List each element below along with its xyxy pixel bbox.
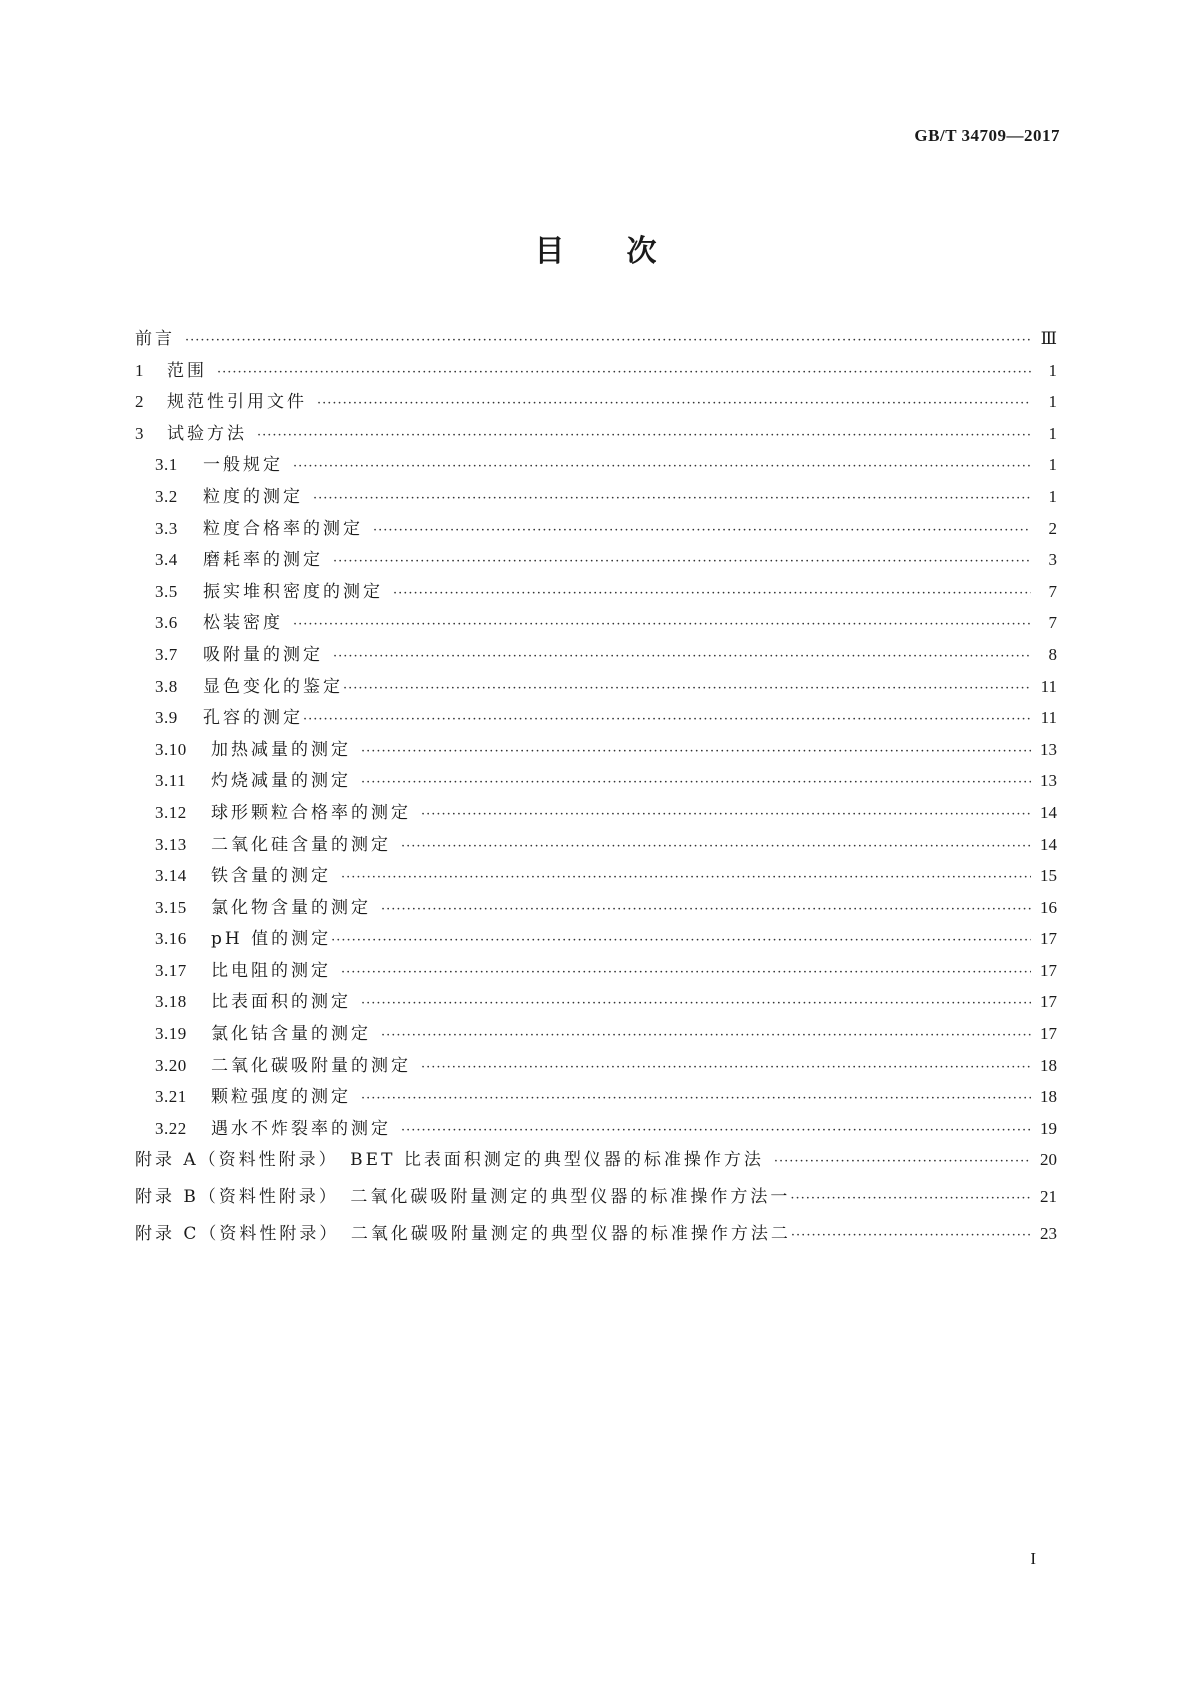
toc-entry-text: 前言: [135, 329, 175, 349]
toc-entry-number: 3.15: [155, 897, 187, 917]
toc-entry-text: 吸附量的测定: [203, 644, 323, 665]
toc-entry-3-22[interactable]: [135, 1114, 1057, 1146]
dot-leader: [185, 333, 1031, 348]
toc-entry-3-8[interactable]: [135, 672, 1057, 704]
dot-leader: [341, 965, 1031, 980]
toc-entry-text: 球形颗粒合格率的测定: [211, 802, 411, 823]
dot-leader: [361, 744, 1031, 759]
dot-leader: [361, 775, 1031, 790]
toc-entry-number: 3.9: [155, 708, 178, 728]
toc-entry-text: 颗粒强度的测定: [211, 1087, 351, 1108]
toc-entry-text: 灼烧减量的测定: [211, 771, 351, 792]
toc-entry-3-19[interactable]: [135, 1019, 1057, 1051]
toc-entry-2[interactable]: [135, 387, 1057, 419]
toc-entry-page: 21: [1040, 1187, 1057, 1207]
toc-entry-number: 3.2: [155, 486, 178, 506]
toc-entry-number: 1: [135, 360, 144, 380]
toc-entry-text: 孔容的测定: [203, 708, 303, 729]
toc-entry-3-11[interactable]: [135, 766, 1057, 798]
dot-leader: [774, 1154, 1031, 1169]
toc-entry-3-12[interactable]: [135, 798, 1057, 830]
toc-entry-number: 3.8: [155, 676, 178, 696]
toc-entry-text: 比表面积的测定: [211, 992, 351, 1013]
toc-entry-text: 氯化物含量的测定: [211, 897, 371, 918]
toc-entry-text: 遇水不炸裂率的测定: [211, 1118, 391, 1139]
dot-leader: [333, 554, 1031, 569]
toc-entry-page: 23: [1040, 1224, 1057, 1244]
toc-entry-number: 3.6: [155, 613, 178, 633]
toc-entry-page: 7: [1048, 613, 1057, 633]
dot-leader: [293, 459, 1031, 474]
toc-entry-page: 19: [1040, 1118, 1057, 1138]
toc-entry-text: 范围: [167, 360, 207, 381]
toc-entry-text: 铁含量的测定: [211, 866, 331, 887]
toc-entry-number: 3.7: [155, 644, 178, 664]
toc-entry-number: 3.12: [155, 802, 187, 822]
dot-leader: [381, 902, 1031, 917]
toc-entry-page: 17: [1040, 929, 1057, 949]
toc-entry-page: 11: [1040, 708, 1057, 728]
dot-leader: [257, 428, 1031, 443]
toc-entry-page: 20: [1040, 1150, 1057, 1170]
dot-leader: [217, 365, 1031, 380]
toc-entry-number: 3.3: [155, 518, 178, 538]
toc-entry-text: 规范性引用文件: [167, 392, 307, 413]
dot-leader: [331, 933, 1031, 948]
page-title: 目次: [534, 234, 719, 269]
toc-entry-number: 3: [135, 423, 144, 443]
toc-entry-page: 1: [1048, 486, 1057, 506]
toc-entry-page: 17: [1040, 1024, 1057, 1044]
toc-entry-number: 3.5: [155, 581, 178, 601]
toc-entry-number: 3.17: [155, 960, 187, 980]
dot-leader: [401, 1123, 1031, 1138]
dot-leader: [790, 1191, 1031, 1206]
toc-entry-number: 3.4: [155, 550, 178, 570]
toc-entry-page: 1: [1048, 360, 1057, 380]
toc-entry-3-7[interactable]: [135, 640, 1057, 672]
toc-entry-text: pH 值的测定: [211, 929, 332, 950]
toc-entry-page: 15: [1040, 866, 1057, 886]
toc-entry-text: 试验方法: [167, 423, 247, 444]
toc-entry-text: 粒度合格率的测定: [203, 518, 363, 539]
dot-leader: [421, 807, 1031, 822]
toc-entry-text: 二氧化碳吸附量的测定: [211, 1055, 411, 1076]
dot-leader: [293, 617, 1031, 632]
dot-leader: [343, 681, 1031, 696]
toc-entry-number: 3.1: [155, 455, 178, 475]
toc-entry-text: 磨耗率的测定: [203, 550, 323, 571]
toc-entry-text: 二氧化硅含量的测定: [211, 834, 391, 855]
toc-entry-number: 3.19: [155, 1024, 187, 1044]
toc-entry-3-2[interactable]: [135, 482, 1057, 514]
toc-entry-3-4[interactable]: [135, 545, 1057, 577]
toc-entry-page: 1: [1048, 455, 1057, 475]
toc-entry-text: 氯化钴含量的测定: [211, 1024, 371, 1045]
toc-entry-page: 1: [1048, 423, 1057, 443]
toc-entry-text: 松装密度: [203, 613, 283, 634]
toc-entry-text: 粒度的测定: [203, 486, 303, 507]
toc-entry-3-16[interactable]: [135, 924, 1057, 956]
toc-entry-3-14[interactable]: [135, 861, 1057, 893]
toc-entry-3-5[interactable]: [135, 577, 1057, 609]
toc-entry-text: 附录 A（资料性附录） BET 比表面积测定的典型仪器的标准操作方法: [135, 1150, 764, 1171]
toc-entry-3-10[interactable]: [135, 735, 1057, 767]
toc-entry-number: 3.13: [155, 834, 187, 854]
dot-leader: [333, 649, 1031, 664]
toc-entry-number: 3.20: [155, 1055, 187, 1075]
toc-entry-page: 14: [1040, 802, 1057, 822]
toc-entry-3[interactable]: [135, 419, 1057, 451]
toc-entry-page: 3: [1048, 550, 1057, 570]
toc-entry-page: 18: [1040, 1087, 1057, 1107]
toc-entry-number: 3.14: [155, 866, 187, 886]
dot-leader: [313, 491, 1031, 506]
standard-code: GB/T 34709—2017: [914, 126, 1060, 145]
toc-entry-1[interactable]: [135, 356, 1057, 388]
dot-leader: [303, 712, 1031, 727]
dot-leader: [341, 870, 1031, 885]
toc-entry-page: 13: [1040, 771, 1057, 791]
dot-leader: [317, 396, 1031, 411]
toc-entry-3-21[interactable]: [135, 1082, 1057, 1114]
toc-entry-page: 1: [1048, 392, 1057, 412]
toc-entry-3-3[interactable]: [135, 514, 1057, 546]
toc-entry-3-15[interactable]: [135, 893, 1057, 925]
toc-entry-page: 17: [1040, 992, 1057, 1012]
toc-entry-page: 17: [1040, 960, 1057, 980]
toc-entry-appendix-b[interactable]: [135, 1182, 1057, 1219]
dot-leader: [401, 839, 1031, 854]
toc-entry-number: 3.10: [155, 739, 187, 759]
toc-entry-number: 3.21: [155, 1087, 187, 1107]
toc-entry-page: 7: [1048, 581, 1057, 601]
toc-entry-number: 3.18: [155, 992, 187, 1012]
page-number: I: [1030, 1549, 1036, 1568]
table-of-contents: [135, 324, 1057, 1256]
toc-entry-3-20[interactable]: [135, 1051, 1057, 1083]
dot-leader: [373, 523, 1031, 538]
toc-entry-text: 附录 C（资料性附录） 二氧化碳吸附量测定的典型仪器的标准操作方法二: [135, 1224, 791, 1245]
toc-entry-text: 比电阻的测定: [211, 960, 331, 981]
toc-entry-text: 显色变化的鉴定: [203, 676, 343, 697]
dot-leader: [393, 586, 1031, 601]
toc-entry-appendix-c[interactable]: [135, 1219, 1057, 1256]
toc-entry-3-18[interactable]: [135, 987, 1057, 1019]
toc-entry-number: 3.16: [155, 929, 187, 949]
toc-entry-3-17[interactable]: [135, 956, 1057, 988]
dot-leader: [381, 1028, 1031, 1043]
toc-entry-page: 8: [1048, 644, 1057, 664]
toc-entry-text: 加热减量的测定: [211, 739, 351, 760]
toc-entry-number: 3.11: [155, 771, 187, 791]
dot-leader: [791, 1228, 1031, 1243]
toc-entry-number: 2: [135, 392, 144, 412]
toc-entry-3-6[interactable]: [135, 608, 1057, 640]
toc-entry-3-13[interactable]: [135, 830, 1057, 862]
toc-entry-text: 振实堆积密度的测定: [203, 581, 383, 602]
toc-entry-page: 11: [1040, 676, 1057, 696]
toc-entry-3-1[interactable]: [135, 450, 1057, 482]
toc-entry-appendix-a[interactable]: [135, 1145, 1057, 1182]
dot-leader: [361, 1091, 1031, 1106]
dot-leader: [361, 996, 1031, 1011]
toc-entry-number: 3.22: [155, 1118, 187, 1138]
toc-entry-page: 2: [1048, 518, 1057, 538]
toc-entry-page: 18: [1040, 1055, 1057, 1075]
toc-entry-page: 14: [1040, 834, 1057, 854]
dot-leader: [421, 1060, 1031, 1075]
toc-entry-page: Ⅲ: [1040, 329, 1057, 348]
toc-entry-page: 16: [1040, 897, 1057, 917]
toc-entry-page: 13: [1040, 739, 1057, 759]
toc-entry-text: 一般规定: [203, 455, 283, 476]
toc-entry-text: 附录 B（资料性附录） 二氧化碳吸附量测定的典型仪器的标准操作方法一: [135, 1187, 791, 1208]
toc-entry-foreword[interactable]: [135, 324, 1057, 356]
toc-entry-3-9[interactable]: [135, 703, 1057, 735]
